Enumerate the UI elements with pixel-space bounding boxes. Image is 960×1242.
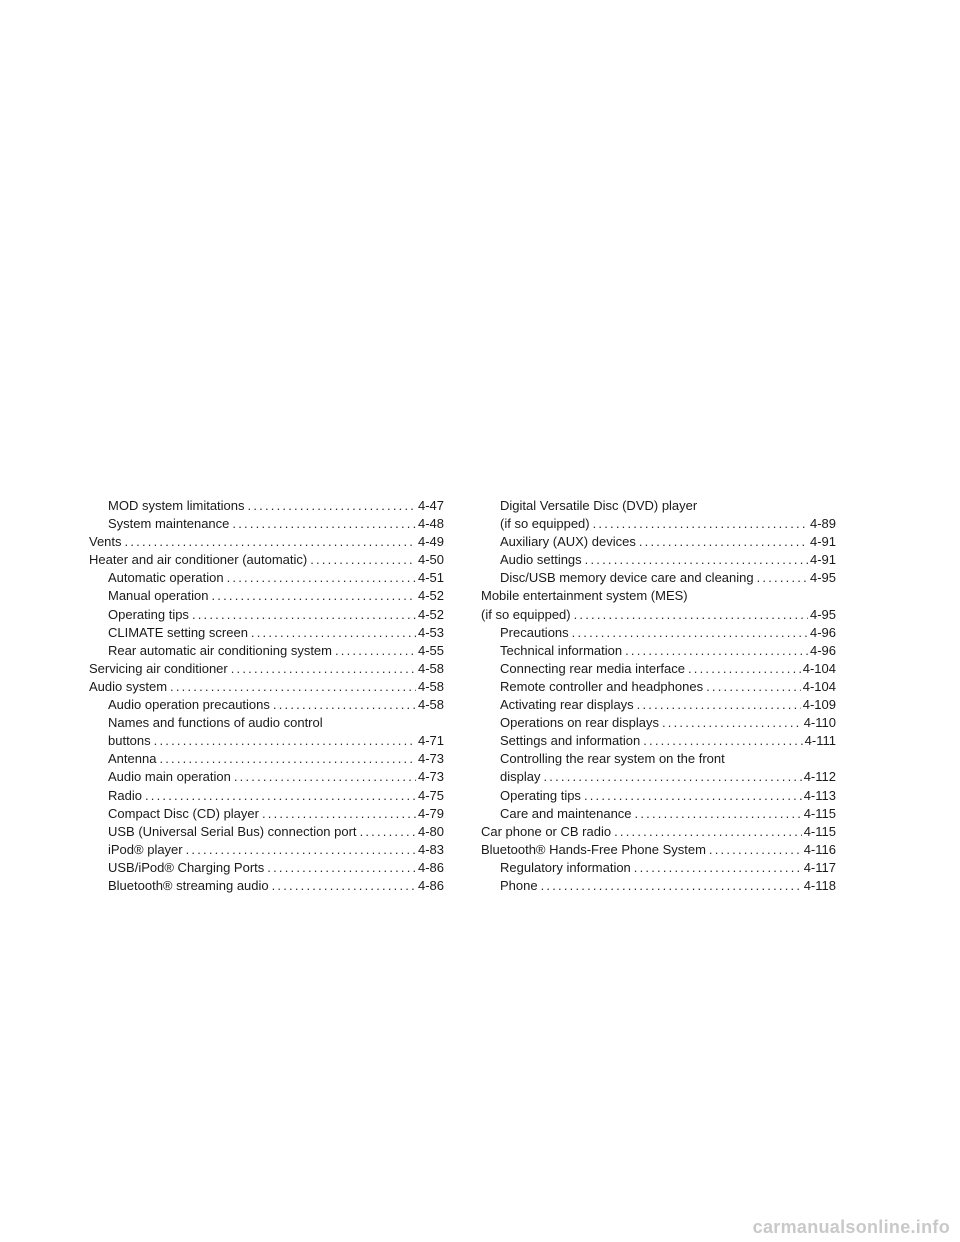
toc-entry-title: Vents	[89, 534, 122, 550]
toc-entry-page: 4-115	[803, 823, 836, 839]
toc-entry-page: 4-91	[809, 534, 836, 550]
dot-leader	[585, 551, 808, 569]
toc-entry[interactable]	[89, 841, 444, 859]
toc-entry[interactable]	[481, 624, 836, 642]
toc-entry-page: 4-53	[417, 624, 444, 640]
toc-entry-page: 4-83	[417, 841, 444, 857]
toc-entry-page: 4-75	[417, 787, 444, 803]
toc-entry-page: 4-86	[417, 859, 444, 875]
toc-entry-title: Operating tips	[500, 787, 581, 803]
toc-entry-page: 4-116	[803, 841, 836, 857]
dot-leader	[262, 805, 416, 823]
toc-entry-page: 4-73	[417, 769, 444, 785]
toc-entry-title: Remote controller and headphones	[500, 678, 704, 694]
toc-entry-title: Heater and air conditioner (automatic)	[89, 552, 308, 568]
toc-entry-title: Precautions	[500, 624, 569, 640]
toc-entry-title: (if so equipped)	[500, 516, 590, 532]
toc-entry-page: 4-52	[417, 588, 444, 604]
dot-leader	[635, 805, 802, 823]
dot-leader	[227, 569, 416, 587]
dot-leader	[232, 515, 416, 533]
toc-column-left	[89, 497, 444, 895]
dot-leader	[154, 732, 416, 750]
toc-entry-title: Activating rear displays	[500, 697, 634, 713]
toc-entry-page: 4-47	[417, 498, 444, 513]
toc-entry-title: Care and maintenance	[500, 805, 632, 821]
toc-entry[interactable]	[481, 515, 836, 533]
toc-entry-title: Audio main operation	[108, 769, 231, 785]
dot-leader	[757, 569, 808, 587]
toc-entry[interactable]	[89, 696, 444, 714]
toc-entry[interactable]	[481, 696, 836, 714]
toc-entry[interactable]	[481, 877, 836, 895]
toc-entry-title-line: Digital Versatile Disc (DVD) player	[500, 498, 698, 513]
toc-entry[interactable]	[89, 678, 444, 696]
toc-entry-title: Auxiliary (AUX) devices	[500, 534, 636, 550]
toc-entry[interactable]	[481, 533, 836, 551]
dot-leader	[335, 642, 416, 660]
toc-entry-page: 4-104	[802, 678, 836, 694]
toc-entry[interactable]	[481, 714, 836, 732]
toc-entry-title: (if so equipped)	[481, 606, 571, 622]
toc-entry-page: 4-50	[417, 552, 444, 568]
dot-leader	[541, 877, 802, 895]
toc-entry-page: 4-73	[417, 751, 444, 767]
toc-entry-title: Radio	[108, 787, 142, 803]
dot-leader	[159, 750, 416, 768]
toc-entry[interactable]	[89, 533, 444, 551]
toc-entry-page: 4-110	[803, 715, 836, 731]
toc-entry-page: 4-118	[803, 877, 836, 893]
dot-leader	[360, 823, 416, 841]
toc-entry-page: 4-51	[417, 570, 444, 586]
toc-entry-title: USB/iPod® Charging Ports	[108, 859, 265, 875]
toc-entry-page: 4-113	[803, 787, 836, 803]
site-watermark: carmanualsonline.info	[752, 1217, 950, 1237]
toc-entry-title: CLIMATE setting screen	[108, 624, 248, 640]
toc-entry-title: Technical information	[500, 642, 623, 658]
toc-entry-title: Regulatory information	[500, 859, 631, 875]
toc-entry-page: 4-96	[809, 642, 836, 658]
dot-leader	[267, 859, 416, 877]
toc-entry[interactable]	[89, 587, 444, 605]
dot-leader	[251, 624, 416, 642]
toc-entry-page: 4-58	[417, 678, 444, 694]
toc-entry-page: 4-58	[417, 660, 444, 676]
toc-entry-title: Phone	[500, 877, 538, 893]
toc-entry[interactable]	[89, 823, 444, 841]
toc-entry-title: Disc/USB memory device care and cleaning	[500, 570, 754, 586]
toc-entry-title: USB (Universal Serial Bus) connection port	[108, 823, 357, 839]
dot-leader	[574, 606, 808, 624]
toc-entry-title: System maintenance	[108, 516, 230, 532]
toc-entry-page: 4-104	[802, 660, 836, 676]
toc-entry-title-line: Mobile entertainment system (MES)	[481, 588, 688, 604]
toc-entry-page: 4-109	[802, 697, 836, 713]
dot-leader	[170, 678, 416, 696]
toc-entry[interactable]	[89, 551, 444, 569]
dot-leader	[248, 497, 416, 515]
dot-leader	[634, 859, 802, 877]
toc-entry-page: 4-48	[417, 516, 444, 532]
toc-entry[interactable]	[481, 678, 836, 696]
toc-entry-page: 4-115	[803, 805, 836, 821]
dot-leader	[211, 587, 416, 605]
dot-leader	[125, 533, 416, 551]
toc-entry-page: 4-117	[803, 859, 836, 875]
toc-entry[interactable]	[481, 642, 836, 660]
toc-entry-page: 4-86	[417, 877, 444, 893]
toc-entry[interactable]	[481, 660, 836, 678]
dot-leader	[234, 768, 416, 786]
toc-entry-page: 4-89	[809, 516, 836, 532]
toc-entry[interactable]	[481, 841, 836, 859]
dot-leader	[643, 732, 802, 750]
dot-leader	[273, 696, 416, 714]
toc-entry-page: 4-55	[417, 642, 444, 658]
toc-entry-title: Rear automatic air conditioning system	[108, 642, 332, 658]
toc-entry[interactable]	[481, 787, 836, 805]
dot-leader	[272, 877, 416, 895]
toc-entry[interactable]	[89, 787, 444, 805]
toc-entry-page: 4-58	[417, 697, 444, 713]
toc-entry[interactable]	[89, 859, 444, 877]
toc-entry-page: 4-95	[809, 606, 836, 622]
toc-entry[interactable]	[481, 606, 836, 624]
toc-entry-title: Automatic operation	[108, 570, 224, 586]
dot-leader	[593, 515, 808, 533]
toc-entry[interactable]	[89, 642, 444, 660]
toc-entry-page: 4-79	[417, 805, 444, 821]
toc-entry-title: buttons	[108, 733, 151, 749]
toc-entry-title: Operating tips	[108, 606, 189, 622]
toc-entry[interactable]	[481, 551, 836, 569]
toc-entry[interactable]	[481, 569, 836, 587]
toc-entry-page: 4-49	[417, 534, 444, 550]
toc-entry[interactable]	[481, 768, 836, 786]
dot-leader	[543, 768, 801, 786]
dot-leader	[709, 841, 802, 859]
dot-leader	[637, 696, 801, 714]
toc-entry[interactable]	[89, 805, 444, 823]
toc-entry[interactable]	[89, 515, 444, 533]
toc-entry[interactable]	[481, 805, 836, 823]
toc-entry-title: Bluetooth® streaming audio	[108, 877, 269, 893]
dot-leader	[614, 823, 802, 841]
toc-entry-title: Audio operation precautions	[108, 697, 270, 713]
toc-entry[interactable]	[89, 569, 444, 587]
toc-entry-title: Antenna	[108, 751, 157, 767]
toc-entry-page: 4-96	[809, 624, 836, 640]
toc-entry-title-line: Controlling the rear system on the front	[500, 751, 725, 767]
toc-entry[interactable]	[481, 732, 836, 750]
toc-entry[interactable]	[89, 732, 444, 750]
toc-entry-title: Audio settings	[500, 552, 582, 568]
dot-leader	[706, 678, 801, 696]
dot-leader	[192, 606, 416, 624]
toc-entry[interactable]	[89, 624, 444, 642]
toc-entry-title-line: Names and functions of audio control	[108, 715, 323, 731]
toc-entry-title: Bluetooth® Hands-Free Phone System	[481, 841, 706, 857]
toc-entry-page: 4-112	[803, 769, 836, 785]
dot-leader	[662, 714, 802, 732]
toc-entry-title: MOD system limitations	[108, 498, 245, 513]
dot-leader	[145, 787, 416, 805]
dot-leader	[639, 533, 808, 551]
dot-leader	[688, 660, 801, 678]
toc-entry[interactable]	[89, 606, 444, 624]
dot-leader	[584, 787, 802, 805]
dot-leader	[310, 551, 416, 569]
toc-entry-page: 4-80	[417, 823, 444, 839]
toc-entry-title: Servicing air conditioner	[89, 660, 228, 676]
dot-leader	[572, 624, 808, 642]
toc-entry-title: Connecting rear media interface	[500, 660, 685, 676]
toc-entry[interactable]	[89, 750, 444, 768]
toc-entry[interactable]	[481, 859, 836, 877]
toc-entry-page: 4-95	[809, 570, 836, 586]
toc-entry[interactable]	[89, 768, 444, 786]
dot-leader	[231, 660, 416, 678]
toc-entry-page: 4-71	[417, 733, 444, 749]
toc-entry[interactable]	[481, 823, 836, 841]
toc-entry-title: Compact Disc (CD) player	[108, 805, 259, 821]
toc-entry-page: 4-91	[809, 552, 836, 568]
toc-entry[interactable]	[89, 660, 444, 678]
toc-column-right	[481, 497, 836, 895]
dot-leader	[186, 841, 416, 859]
toc-entry-title: display	[500, 769, 541, 785]
toc-entry[interactable]	[89, 497, 444, 515]
toc-entry-title: Settings and information	[500, 733, 641, 749]
toc-entry-title: iPod® player	[108, 841, 183, 857]
toc-entry-page: 4-111	[804, 733, 836, 749]
toc-entry-title: Manual operation	[108, 588, 209, 604]
toc-entry-title: Audio system	[89, 678, 168, 694]
toc-entry[interactable]	[89, 877, 444, 895]
toc-entry-title: Car phone or CB radio	[481, 823, 612, 839]
toc-entry-page: 4-52	[417, 606, 444, 622]
dot-leader	[625, 642, 808, 660]
toc-entry-title: Operations on rear displays	[500, 715, 659, 731]
